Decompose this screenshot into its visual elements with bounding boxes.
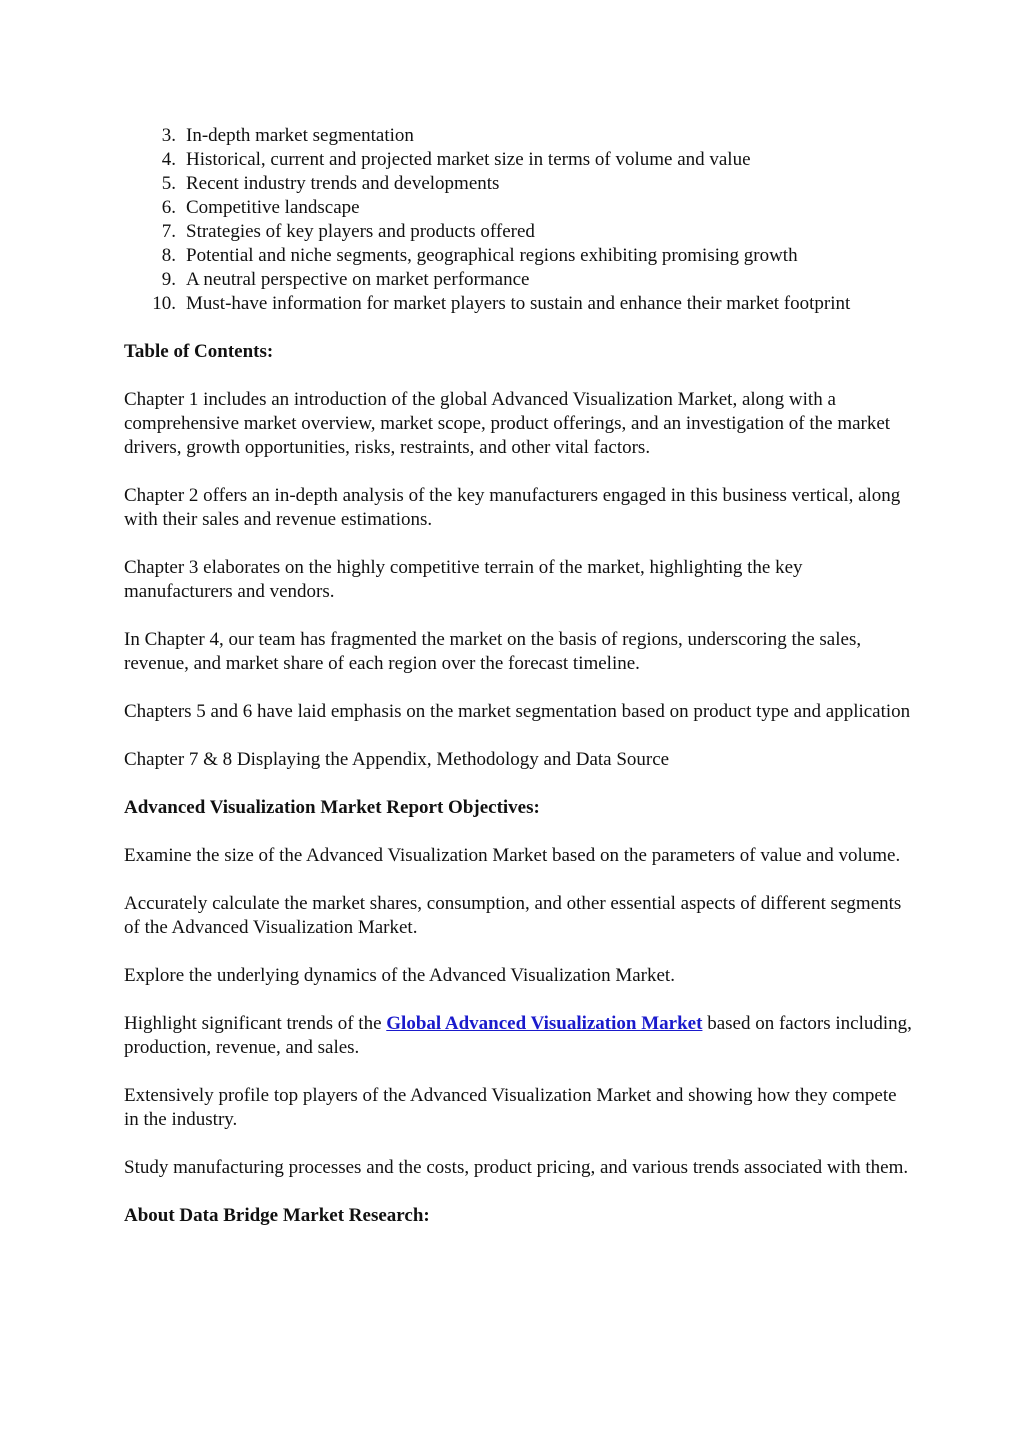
objective-paragraph-with-link (124, 1012, 914, 1060)
list-item-number: 7. (161, 221, 176, 242)
list-item-number: 5. (161, 173, 176, 194)
list-item-text: Recent industry trends and developments (186, 173, 500, 194)
list-item-text: Must-have information for market players to sustain and enhance their market footprint (186, 293, 851, 314)
list-item-number: 3. (161, 125, 176, 146)
objective-text: based on factors including, production, revenue, and sales. (124, 1013, 912, 1058)
list-item-text: Potential and niche segments, geographical regions exhibiting promising growth (186, 245, 798, 266)
list-item-text: A neutral perspective on market performance (186, 269, 530, 290)
toc-chapter-2: Chapter 2 offers an in-depth analysis of the key manufacturers engaged in this business vertical, along with their sales and revenue estimations. (124, 485, 901, 530)
toc-chapter-4: In Chapter 4, our team has fragmented the market on the basis of regions, underscoring the sales, revenue, and market share of each region over the forecast timeline. (124, 629, 862, 674)
toc-chapter-3: Chapter 3 elaborates on the highly competitive terrain of the market, highlighting the key manufacturers and vendors. (124, 557, 803, 602)
list-item-number: 9. (161, 269, 176, 290)
report-features-list (124, 124, 914, 316)
global-market-link[interactable]: Global Advanced Visualization Market (386, 1013, 703, 1034)
list-item (124, 244, 914, 268)
list-item-number: 8. (161, 245, 176, 266)
list-item-text: In-depth market segmentation (186, 125, 414, 146)
list-item (124, 124, 914, 148)
list-item (124, 196, 914, 220)
about-heading: About Data Bridge Market Research: (124, 1205, 430, 1226)
list-item-text: Historical, current and projected market size in terms of volume and value (186, 149, 751, 170)
objective-paragraph: Study manufacturing processes and the costs, product pricing, and various trends associated with them. (124, 1157, 909, 1178)
objective-text: Highlight significant trends of the (124, 1013, 387, 1034)
list-item-text: Competitive landscape (186, 197, 360, 218)
list-item (124, 172, 914, 196)
list-item-number: 4. (161, 149, 176, 170)
toc-chapter-1: Chapter 1 includes an introduction of the global Advanced Visualization Market, along with a comprehensive market overview, market scope, product offerings, and an investigation of the market drivers, growth opportunities, risks, restraints, and other vital factors. (124, 389, 891, 458)
list-item (124, 292, 914, 316)
toc-chapters-7-8: Chapter 7 & 8 Displaying the Appendix, Methodology and Data Source (124, 749, 670, 770)
list-item (124, 220, 914, 244)
toc-chapters-5-6: Chapters 5 and 6 have laid emphasis on the market segmentation based on product type and application (124, 701, 911, 722)
list-item (124, 148, 914, 172)
document-page (124, 124, 914, 1228)
objective-paragraph: Extensively profile top players of the Advanced Visualization Market and showing how they compete in the industry. (124, 1085, 897, 1130)
objective-paragraph: Explore the underlying dynamics of the Advanced Visualization Market. (124, 965, 675, 986)
toc-heading: Table of Contents: (124, 341, 274, 362)
list-item-text: Strategies of key players and products offered (186, 221, 535, 242)
objectives-heading: Advanced Visualization Market Report Objectives: (124, 797, 540, 818)
objective-paragraph: Examine the size of the Advanced Visualization Market based on the parameters of value and volume. (124, 845, 901, 866)
objective-paragraph: Accurately calculate the market shares, consumption, and other essential aspects of different segments of the Advanced Visualization Market. (124, 893, 902, 938)
list-item-number: 6. (161, 197, 176, 218)
list-item-number: 10. (152, 293, 176, 314)
list-item (124, 268, 914, 292)
